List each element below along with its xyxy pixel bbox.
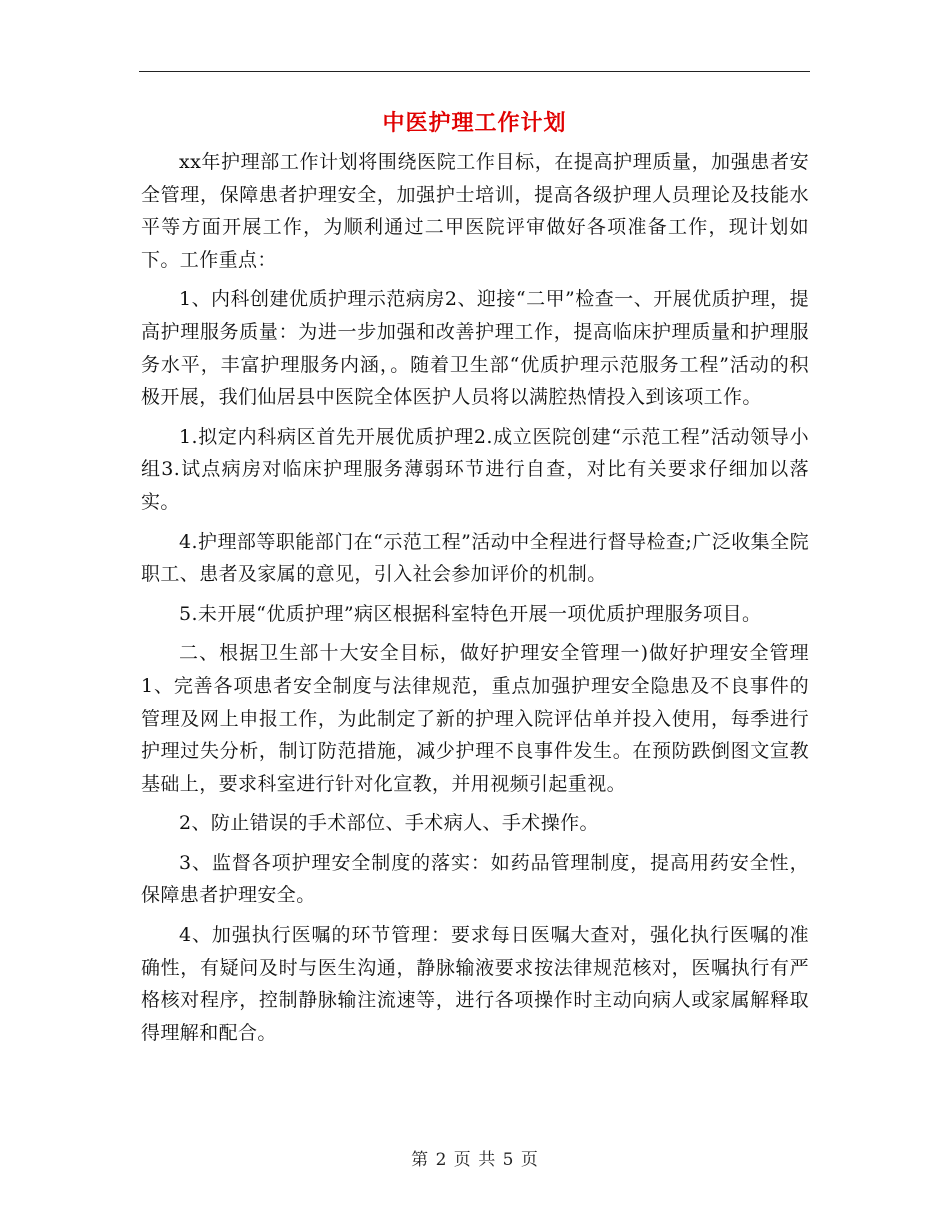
paragraph-quality-nursing: 1、内科创建优质护理示范病房2、迎接“二甲”检查一、开展优质护理，提高护理服务质量：为进一步加强和改善护理工作，提高临床护理质量和护理服务水平，丰富护理服务内涵，。随着卫生部“优质护理示范服务工程”活动的积极开展，我们仙居县中医院全体医护人员将以满腔热情投入到该项工作。 xyxy=(141,288,809,409)
paragraph-medical-orders: 4、加强执行医嘱的环节管理：要求每日医嘱大查对，强化执行医嘱的准确性，有疑问及时与医生沟通，静脉输液要求按法律规范核对，医嘱执行有严格核对程序，控制静脉输注流速等，进行各项操作时主动向病人或家属解释取得理解和配合。 xyxy=(141,924,809,1044)
paragraph-intro: xx年护理部工作计划将围绕医院工作目标，在提高护理质量，加强患者安全管理，保障患者护理安全，加强护士培训，提高各级护理人员理论及技能水平等方面开展工作，为顺利通过二甲医院评审做好各项准备工作，现计划如下。工作重点： xyxy=(141,151,809,271)
document-title: 中医护理工作计划 xyxy=(382,110,567,136)
paragraph-items-1-3: 1.拟定内科病区首先开展优质护理2.成立医院创建“示范工程”活动领导小组3.试点病房对临床护理服务薄弱环节进行自查，对比有关要求仔细加以落实。 xyxy=(141,425,809,513)
document-body xyxy=(141,146,809,1056)
paragraph-safety-management: 二、根据卫生部十大安全目标，做好护理安全管理一)做好护理安全管理1、完善各项患者安全制度与法律规范，重点加强护理安全隐患及不良事件的管理及网上申报工作，为此制定了新的护理入院评估单并投入使用，每季进行护理过失分析，制订防范措施，减少护理不良事件发生。在预防跌倒图文宣教基础上，要求科室进行针对化宣教，并用视频引起重视。 xyxy=(141,642,809,795)
paragraph-safety-rules: 3、监督各项护理安全制度的落实：如药品管理制度，提高用药安全性，保障患者护理安全。 xyxy=(141,851,809,907)
paragraph-item-4: 4.护理部等职能部门在“示范工程”活动中全程进行督导检查;广泛收集全院职工、患者及家属的意见，引入社会参加评价的机制。 xyxy=(141,530,809,586)
paragraph-item-5: 5.未开展“优质护理”病区根据科室特色开展一项优质护理服务项目。 xyxy=(179,602,762,625)
page-number: 第 2 页 共 5 页 xyxy=(411,1150,539,1170)
paragraph-surgery: 2、防止错误的手术部位、手术病人、手术操作。 xyxy=(179,812,599,835)
header-rule xyxy=(139,71,810,72)
